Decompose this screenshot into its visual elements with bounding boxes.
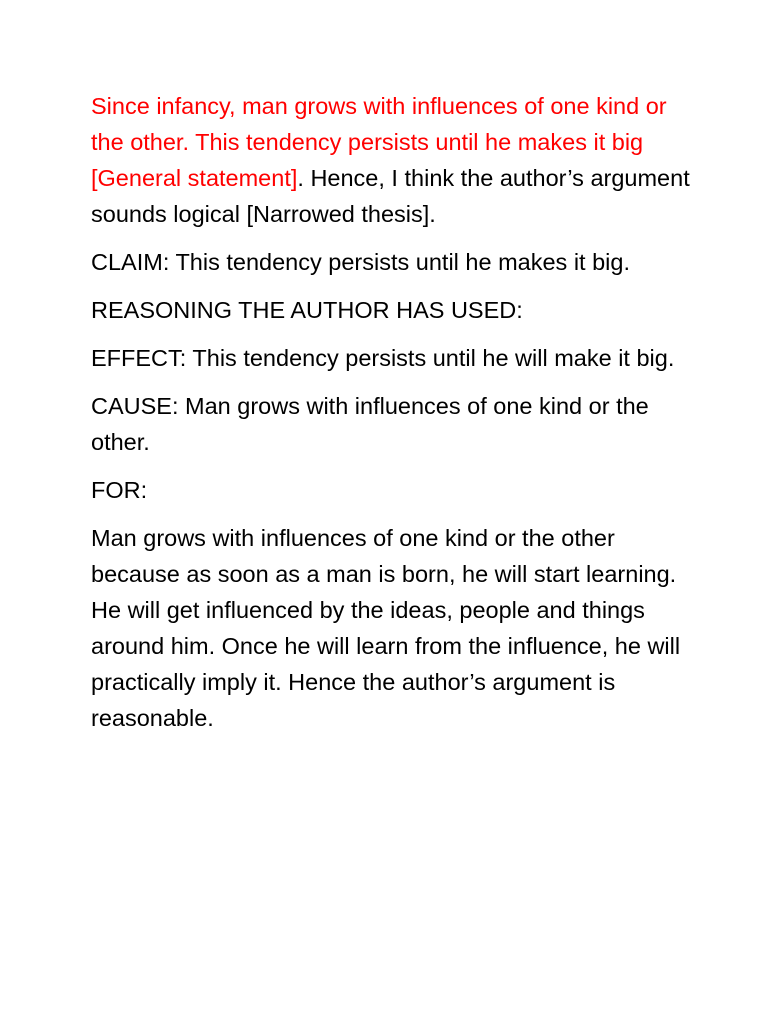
general-statement-text: Since infancy, man grows with influences of one kind or the other. This tendency persists until he makes it big [General statement] [91,93,667,191]
reasoning-heading: REASONING THE AUTHOR HAS USED: [91,297,523,323]
for-heading: FOR: [91,477,148,503]
narrowed-thesis-text: . Hence, I think the author’s argument sounds logical [Narrowed thesis]. [91,165,690,227]
claim-paragraph: CLAIM: This tendency persists until he makes it big. [91,249,630,275]
for-body-paragraph: Man grows with influences of one kind or the other because as soon as a man is born, he will start learning. He will get influenced by the ideas, people and things around him. Once he will learn from the influence, he will practically imply it. Hence the author’s argument is reasonable. [91,525,681,731]
effect-paragraph: EFFECT: This tendency persists until he will make it big. [91,345,675,371]
document-body [91,88,691,748]
intro-paragraph [91,88,691,232]
cause-paragraph: CAUSE: Man grows with influences of one kind or the other. [91,393,649,455]
